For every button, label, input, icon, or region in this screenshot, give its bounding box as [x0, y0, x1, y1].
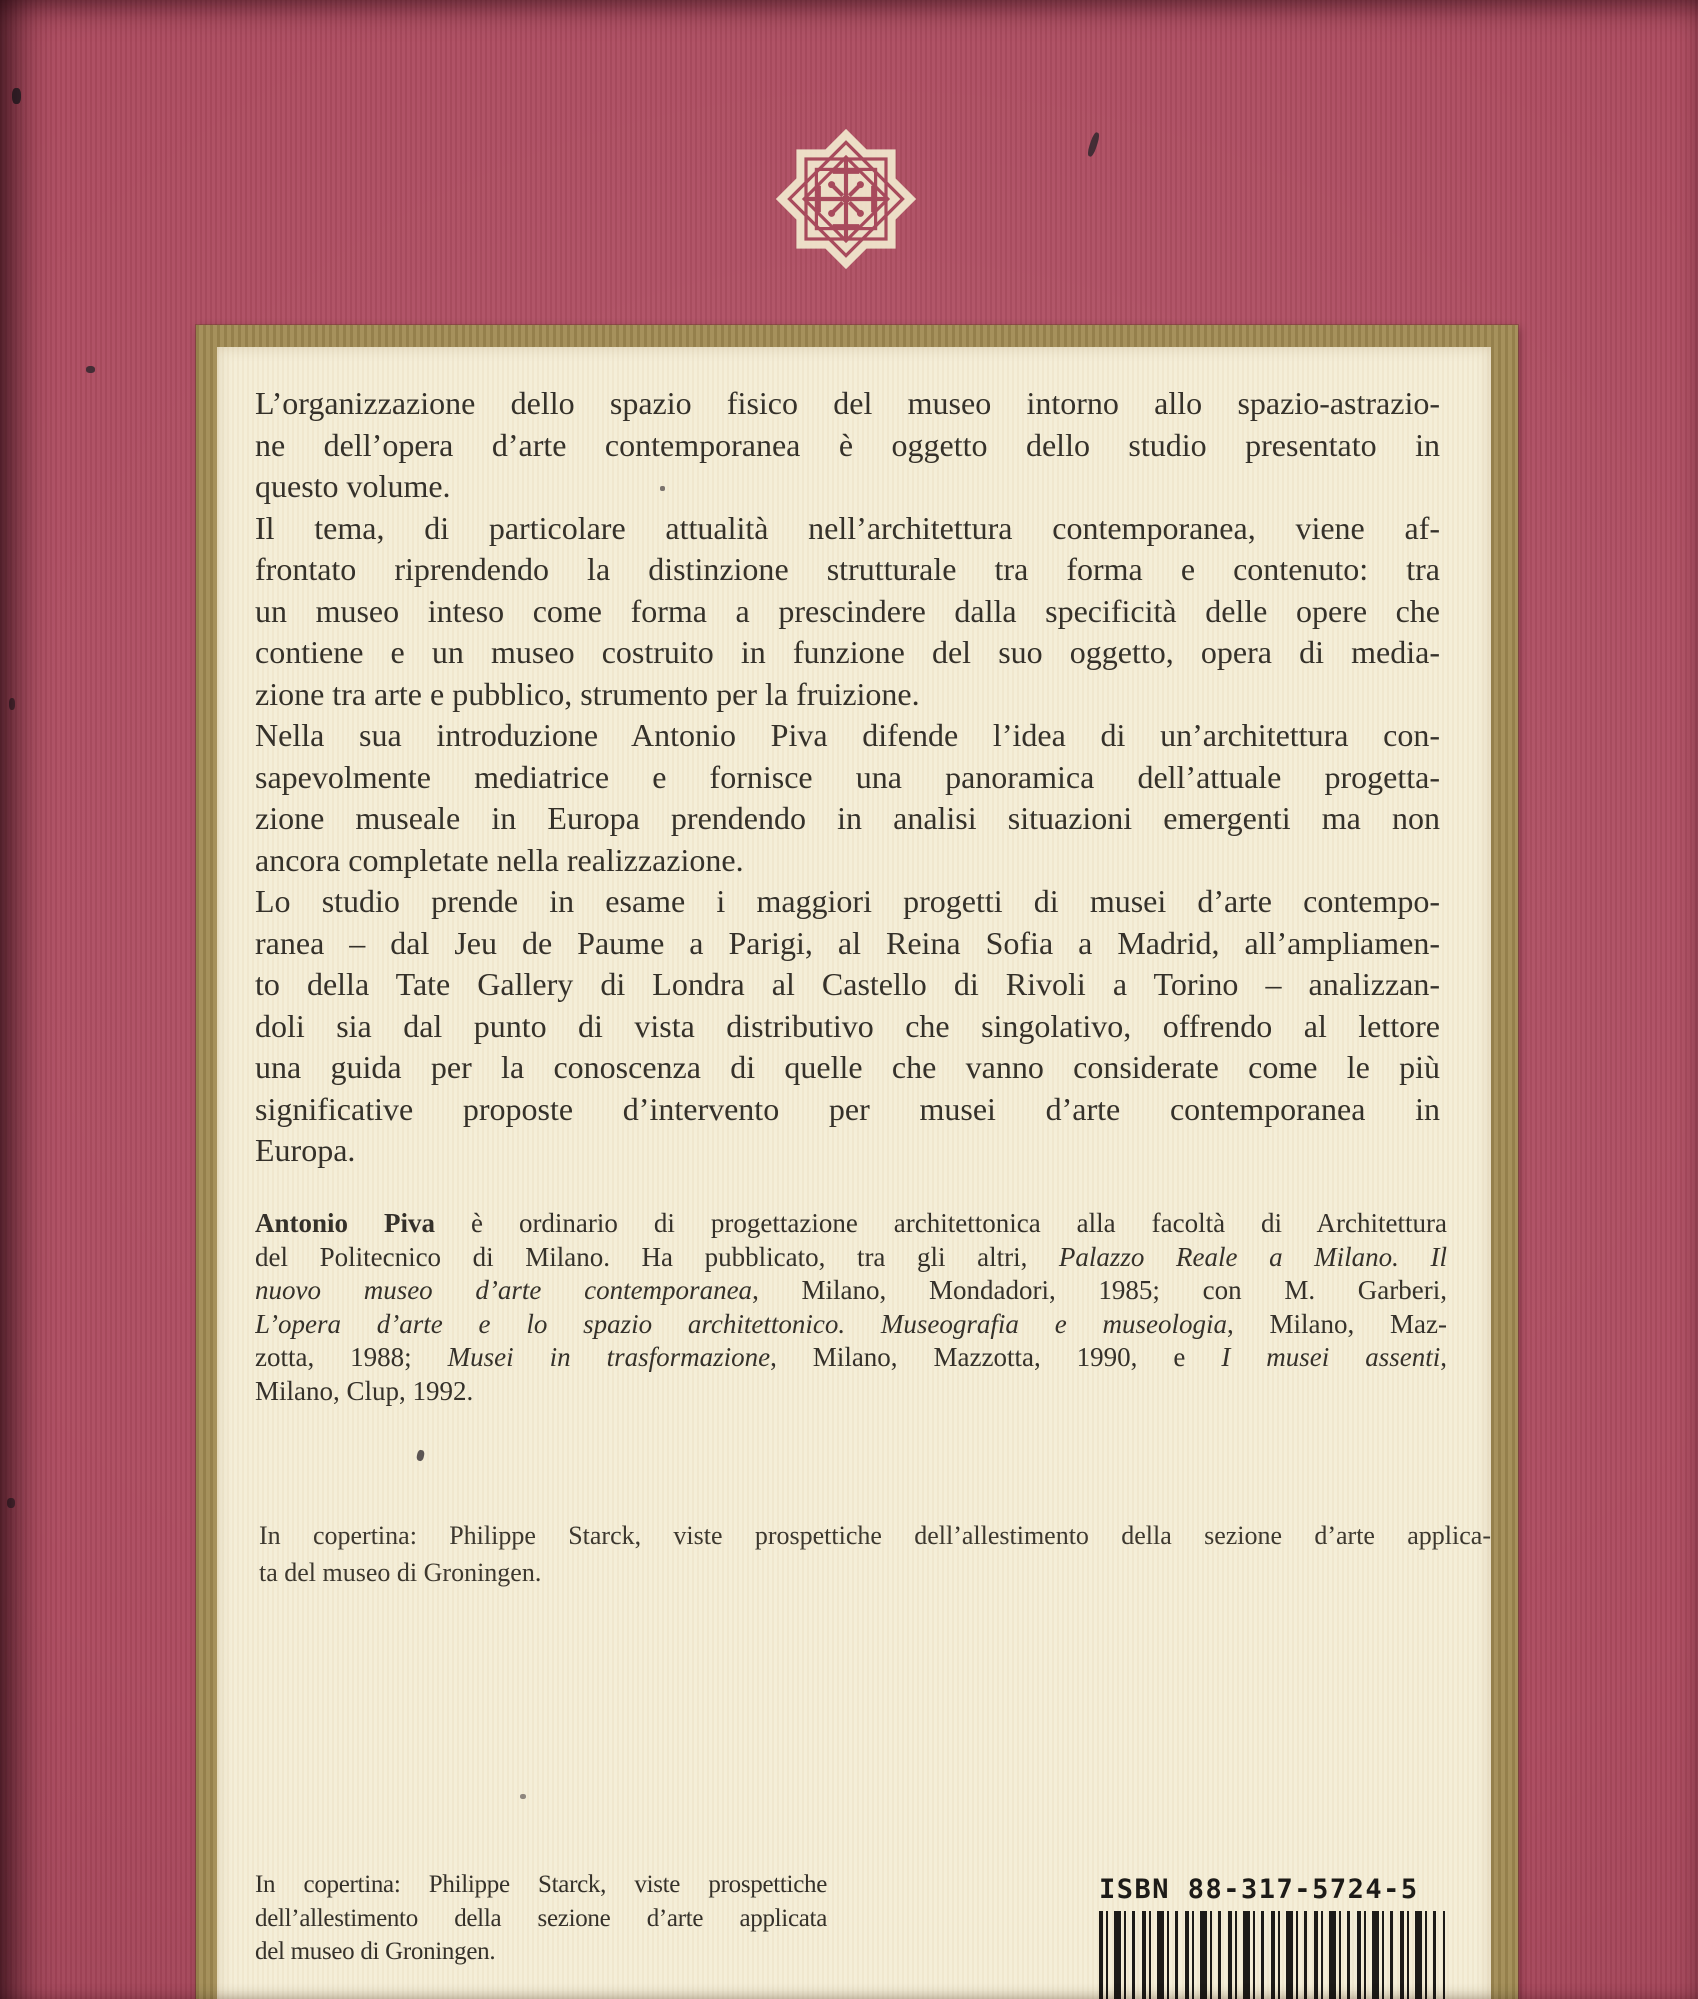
scan-speck — [520, 1794, 526, 1799]
text-line: Il tema, di particolare attualità nell’architettura contemporanea, viene af- — [255, 509, 1440, 546]
scan-speck — [7, 1498, 15, 1508]
text-line: zotta, 1988; Musei in trasformazione, Milano, Mazzotta, 1990, e I musei assenti, — [255, 1342, 1447, 1372]
text-line: nuovo museo d’arte contemporanea, Milano, Mondadori, 1985; con M. Garberi, — [255, 1275, 1447, 1305]
scan-speck — [1086, 132, 1100, 158]
text-line: ancora completate nella realizzazione. — [255, 841, 744, 878]
text-line: sapevolmente mediatrice e fornisce una panoramica dell’attuale progetta- — [255, 758, 1440, 795]
text-line: un museo inteso come forma a prescindere dalla specificità delle opere che — [255, 592, 1440, 629]
text-line: del Politecnico di Milano. Ha pubblicato, tra gli altri, Palazzo Reale a Milano. Il — [255, 1241, 1447, 1272]
scan-speck — [660, 486, 665, 491]
text-line: ranea – dal Jeu de Paume a Parigi, al Reina Sofia a Madrid, all’ampliamen- — [255, 924, 1440, 961]
blurb-paragraph-4 — [255, 881, 1440, 1172]
text-line: significative proposte d’intervento per musei d’arte contemporanea in — [255, 1090, 1440, 1127]
blurb-paragraph-1 — [255, 383, 1440, 508]
scan-speck — [12, 88, 21, 104]
blurb-paragraph-3 — [255, 715, 1440, 881]
text-line: contiene e un museo costruito in funzione del suo oggetto, opera di media- — [255, 634, 1440, 670]
blurb-paragraph-2 — [255, 508, 1440, 716]
blurb — [255, 383, 1440, 1172]
text-line: doli sia dal punto di vista distributivo che singolativo, offrendo al lettore — [255, 1007, 1440, 1044]
text-line: L’organizzazione dello spazio fisico del museo intorno allo spazio-astrazio- — [255, 385, 1440, 421]
text-line: questo volume. — [255, 468, 451, 504]
text-panel — [217, 347, 1491, 1999]
text-line: In copertina: Philippe Starck, viste prospettiche — [255, 1871, 827, 1898]
gold-border-frame — [196, 325, 1518, 1999]
author-bio — [255, 1207, 1447, 1408]
text-line: Nella sua introduzione Antonio Piva difende l’idea di un’architettura con- — [255, 717, 1440, 753]
text-line: Antonio Piva è ordinario di progettazione architettonica alla facoltà di Architettura — [255, 1208, 1447, 1238]
text-line: zione tra arte e pubblico, strumento per la fruizione. — [255, 675, 920, 712]
text-line: Europa. — [255, 1132, 356, 1168]
scan-speck — [86, 366, 95, 373]
publisher-star-ornament-icon — [766, 118, 926, 280]
text-line: dell’allestimento della sezione d’arte applicata — [255, 1904, 827, 1932]
cover-credit-caption — [259, 1517, 1491, 1591]
text-line: ta del museo di Groningen. — [259, 1558, 542, 1587]
text-line: del museo di Groningen. — [255, 1938, 496, 1965]
isbn-block — [1099, 1875, 1447, 1999]
text-line: to della Tate Gallery di Londra al Castello di Rivoli a Torino – analizzan- — [255, 966, 1440, 1002]
text-line: ne dell’opera d’arte contemporanea è oggetto dello studio presentato in — [255, 426, 1440, 463]
text-line: In copertina: Philippe Starck, viste prospettiche dell’allestimento della sezione d’arte applica- — [259, 1521, 1491, 1550]
text-line: Lo studio prende in esame i maggiori progetti di musei d’arte contempo- — [255, 883, 1440, 919]
text-line: L’opera d’arte e lo spazio architettonico. Museografia e museologia, Milano, Maz- — [255, 1308, 1447, 1339]
text-line: frontato riprendendo la distinzione strutturale tra forma e contenuto: tra — [255, 551, 1440, 587]
cover-credit-caption-bottom — [255, 1868, 827, 1969]
text-line: zione museale in Europa prendendo in analisi situazioni emergenti ma non — [255, 800, 1440, 836]
isbn-number: ISBN 88-317-5724-5 — [1099, 1874, 1419, 1905]
isbn-barcode — [1099, 1911, 1445, 1999]
text-line: Milano, Clup, 1992. — [255, 1375, 474, 1406]
scan-speck — [9, 698, 15, 710]
text-line: una guida per la conoscenza di quelle che vanno considerate come le più — [255, 1049, 1440, 1085]
